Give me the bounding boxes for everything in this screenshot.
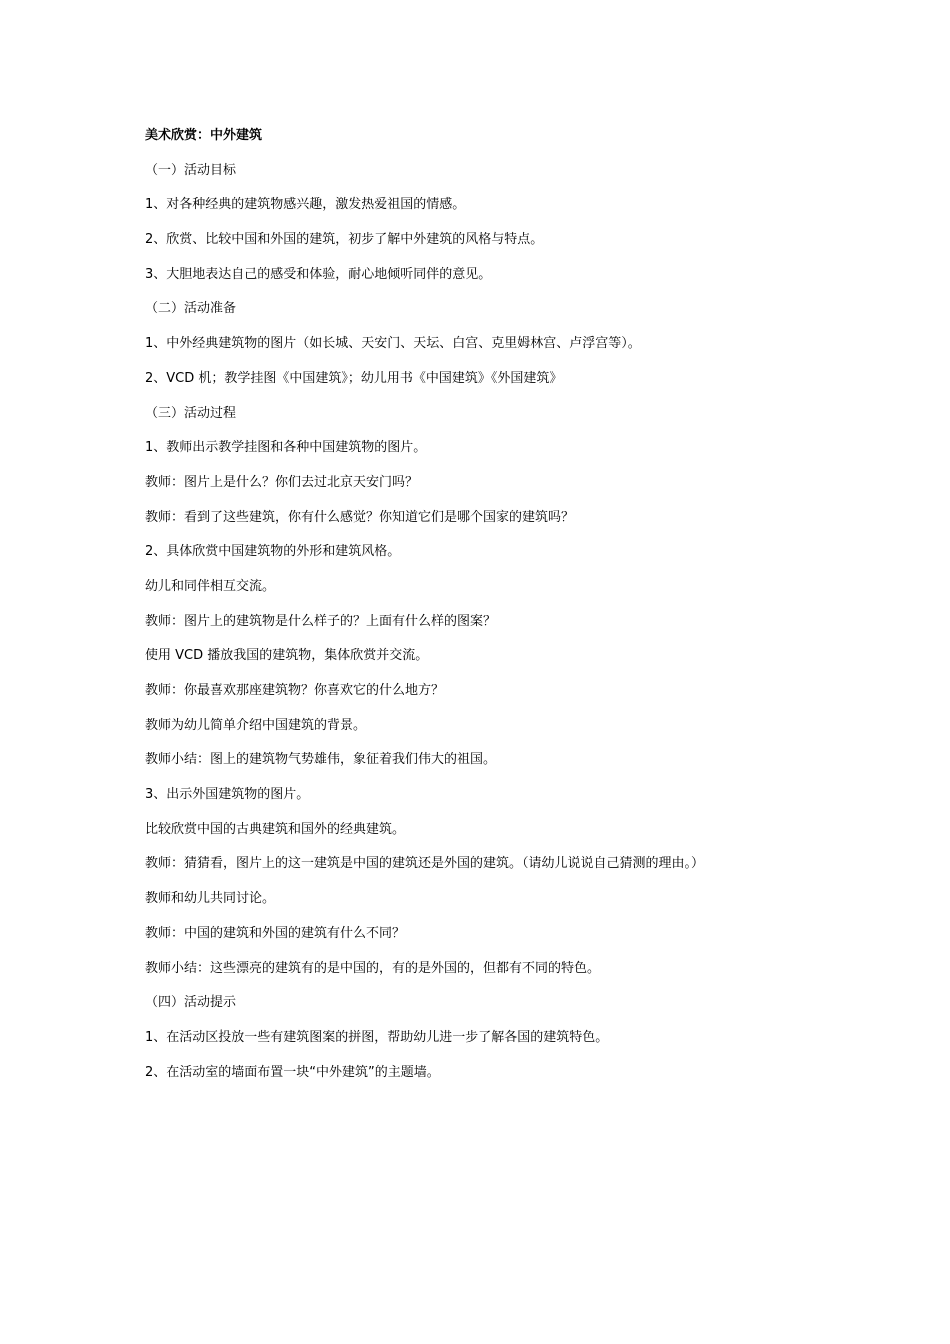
section-heading-tips: （四）活动提示 (145, 995, 237, 1011)
paragraph: 教师：你最喜欢那座建筑物？你喜欢它的什么地方？ (145, 683, 445, 698)
paragraph: 使用 VCD 播放我国的建筑物，集体欣赏并交流。 (145, 648, 429, 664)
paragraph: 幼儿和同伴相互交流。 (145, 578, 276, 594)
paragraph: 3、大胆地表达自己的感受和体验，耐心地倾听同伴的意见。 (145, 266, 492, 282)
section-heading-goals: （一）活动目标 (145, 162, 237, 178)
paragraph: 1、中外经典建筑物的图片（如长城、天安门、天坛、白宫、克里姆林宫、卢浮宫等）。 (145, 336, 641, 352)
paragraph: 2、具体欣赏中国建筑物的外形和建筑风格。 (145, 544, 401, 560)
paragraph: 2、在活动室的墙面布置一块“中外建筑”的主题墙。 (145, 1064, 440, 1080)
paragraph: 1、在活动区投放一些有建筑图案的拼图，帮助幼儿进一步了解各国的建筑特色。 (145, 1029, 609, 1045)
paragraph: 教师小结：这些漂亮的建筑有的是中国的，有的是外国的，但都有不同的特色。 (145, 960, 601, 976)
paragraph: 2、欣赏、比较中国和外国的建筑，初步了解中外建筑的风格与特点。 (145, 232, 544, 248)
paragraph: 1、教师出示教学挂图和各种中国建筑物的图片。 (145, 440, 427, 456)
document-body (145, 126, 825, 1097)
paragraph: 2、VCD 机；教学挂图《中国建筑》；幼儿用书《中国建筑》《外国建筑》 (145, 370, 563, 386)
paragraph: 教师小结：图上的建筑物气势雄伟，象征着我们伟大的祖国。 (145, 752, 497, 768)
paragraph: 教师：中国的建筑和外国的建筑有什么不同？ (145, 925, 406, 941)
section-heading-process: （三）活动过程 (145, 405, 237, 421)
paragraph: 比较欣赏中国的古典建筑和国外的经典建筑。 (145, 821, 406, 837)
document-title: 美术欣赏：中外建筑 (145, 128, 263, 143)
paragraph: 教师：图片上是什么？你们去过北京天安门吗？ (145, 474, 419, 490)
paragraph: 教师和幼儿共同讨论。 (145, 891, 276, 907)
paragraph: 1、对各种经典的建筑物感兴趣，激发热爱祖国的情感。 (145, 197, 466, 213)
paragraph: 教师：图片上的建筑物是什么样子的？上面有什么样的图案？ (145, 613, 497, 629)
section-heading-preparation: （二）活动准备 (145, 301, 237, 317)
paragraph: 3、出示外国建筑物的图片。 (145, 787, 310, 803)
paragraph: 教师为幼儿简单介绍中国建筑的背景。 (145, 717, 367, 733)
paragraph: 教师：看到了这些建筑，你有什么感觉？你知道它们是哪个国家的建筑吗？ (145, 509, 575, 525)
paragraph: 教师：猜猜看，图片上的这一建筑是中国的建筑还是外国的建筑。（请幼儿说说自己猜测的理由。） (145, 856, 705, 872)
